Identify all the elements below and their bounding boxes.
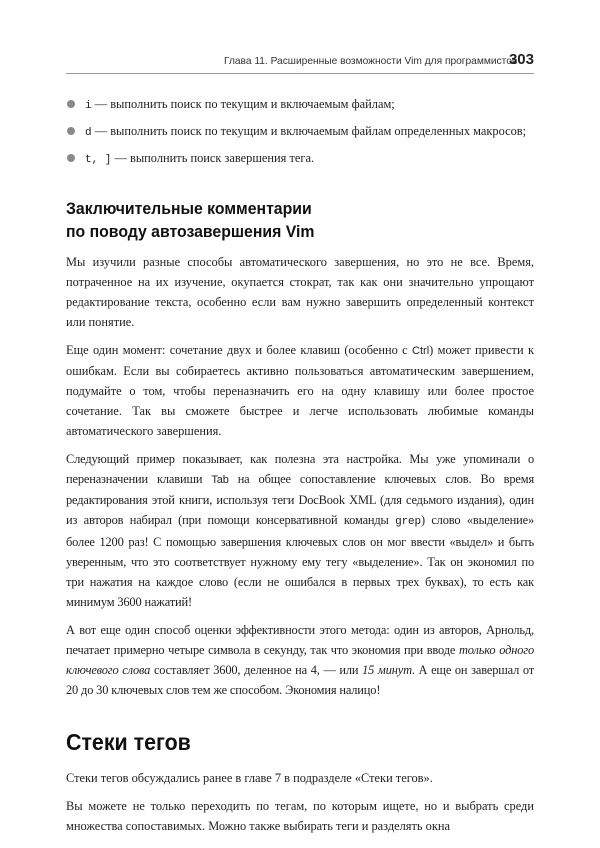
- list-item-text: — выполнить поиск по текущим и включаемым файлам;: [91, 97, 395, 111]
- text-run: Еще один момент: сочетание двух и более клавиш (особенно с: [66, 343, 413, 357]
- text-run: составляет 3600, деленное на 4, — или: [150, 663, 363, 677]
- paragraph: Мы изучили разные способы автоматического завершения, но это не все. Время, потраченное на их изучение, окупается стократ, так как они значительно упрощают редактирование текста, особенно если вам нужно завершить определенный контекст или понятие.: [66, 255, 534, 329]
- page-number: 303: [508, 51, 534, 68]
- text-run: . А еще он завершал от 20 до 30 ключевых слов тем же способом. Экономия налицо!: [66, 663, 534, 697]
- inline-code: t, ]: [85, 154, 112, 166]
- text-run: А вот еще один способ оценки эффективности этого метода: один из авторов, Арнольд, печатает примерно четыре символа в секунду, так что экономия при вводе: [66, 623, 534, 657]
- running-header: [66, 52, 534, 72]
- section-heading-line: по поводу автозавершения Vim: [66, 222, 315, 241]
- text-run: ) может привести к ошибкам. Если вы собираетесь активно пользоваться автоматическим завершением, подумайте о том, чтобы переназначить его на одну клавишу или более простое сочетание. Так вы сможете быстрее и легче использовать любимые команды автоматического завершения.: [66, 343, 534, 438]
- section-title: Стеки тегов: [66, 729, 191, 755]
- inline-code: grep: [395, 516, 421, 528]
- key-label-tab: Tab: [211, 474, 229, 486]
- paragraph: [66, 449, 534, 612]
- text-run: Следующий пример показывает, как полезна эта настройка. Мы уже упоминали о переназначении клавиши: [66, 452, 534, 486]
- list-item: [66, 121, 534, 143]
- paragraph: Стеки тегов обсуждались ранее в главе 7 в подразделе «Стеки тегов».: [66, 771, 433, 785]
- text-run: ) слово «выделение» более 1200 раз! С помощью завершения ключевых слов он мог ввести «выдел» и быть уверенным, что это соответствует нужному ему тегу «выделение». Так он экономил по три нажатия на каждое слово (если не ошибался в первых трех буквах), то есть как минимум 3600 нажатий!: [66, 513, 534, 609]
- section-heading: [66, 197, 501, 243]
- chapter-title: Глава 11. Расширенные возможности Vim для программистов: [224, 56, 518, 67]
- bullet-icon: [67, 100, 75, 108]
- key-label-ctrl: Ctrl: [412, 345, 430, 357]
- bullet-list: [66, 94, 534, 170]
- emphasis: только одного ключевого слова: [66, 643, 534, 677]
- paragraph: [66, 340, 534, 441]
- paragraph: [66, 620, 534, 700]
- paragraph: Вы можете не только переходить по тегам, по которым ищете, но и выбрать среди множества сопоставимых. Можно также выбирать теги и разделять окна: [66, 799, 534, 833]
- header-rule: [66, 73, 534, 74]
- section-heading-line: Заключительные комментарии: [66, 199, 312, 218]
- inline-code: d: [85, 127, 92, 139]
- page-body: [66, 94, 534, 844]
- bullet-icon: [67, 154, 75, 162]
- inline-code: i: [85, 100, 92, 112]
- list-item-text: — выполнить поиск по текущим и включаемым файлам определенных макросов;: [91, 124, 527, 138]
- text-run: на общее сопоставление ключевых слов. Во время редактирования этой книги, используя теги DocBook XML (для седьмого издания), один из авторов набирал (при помощи консервативной команды: [66, 472, 534, 527]
- emphasis: 15 минут: [362, 663, 412, 677]
- list-item: [66, 148, 534, 170]
- list-item-text: — выполнить поиск завершения тега.: [111, 151, 315, 165]
- bullet-icon: [67, 127, 75, 135]
- list-item: [66, 94, 534, 116]
